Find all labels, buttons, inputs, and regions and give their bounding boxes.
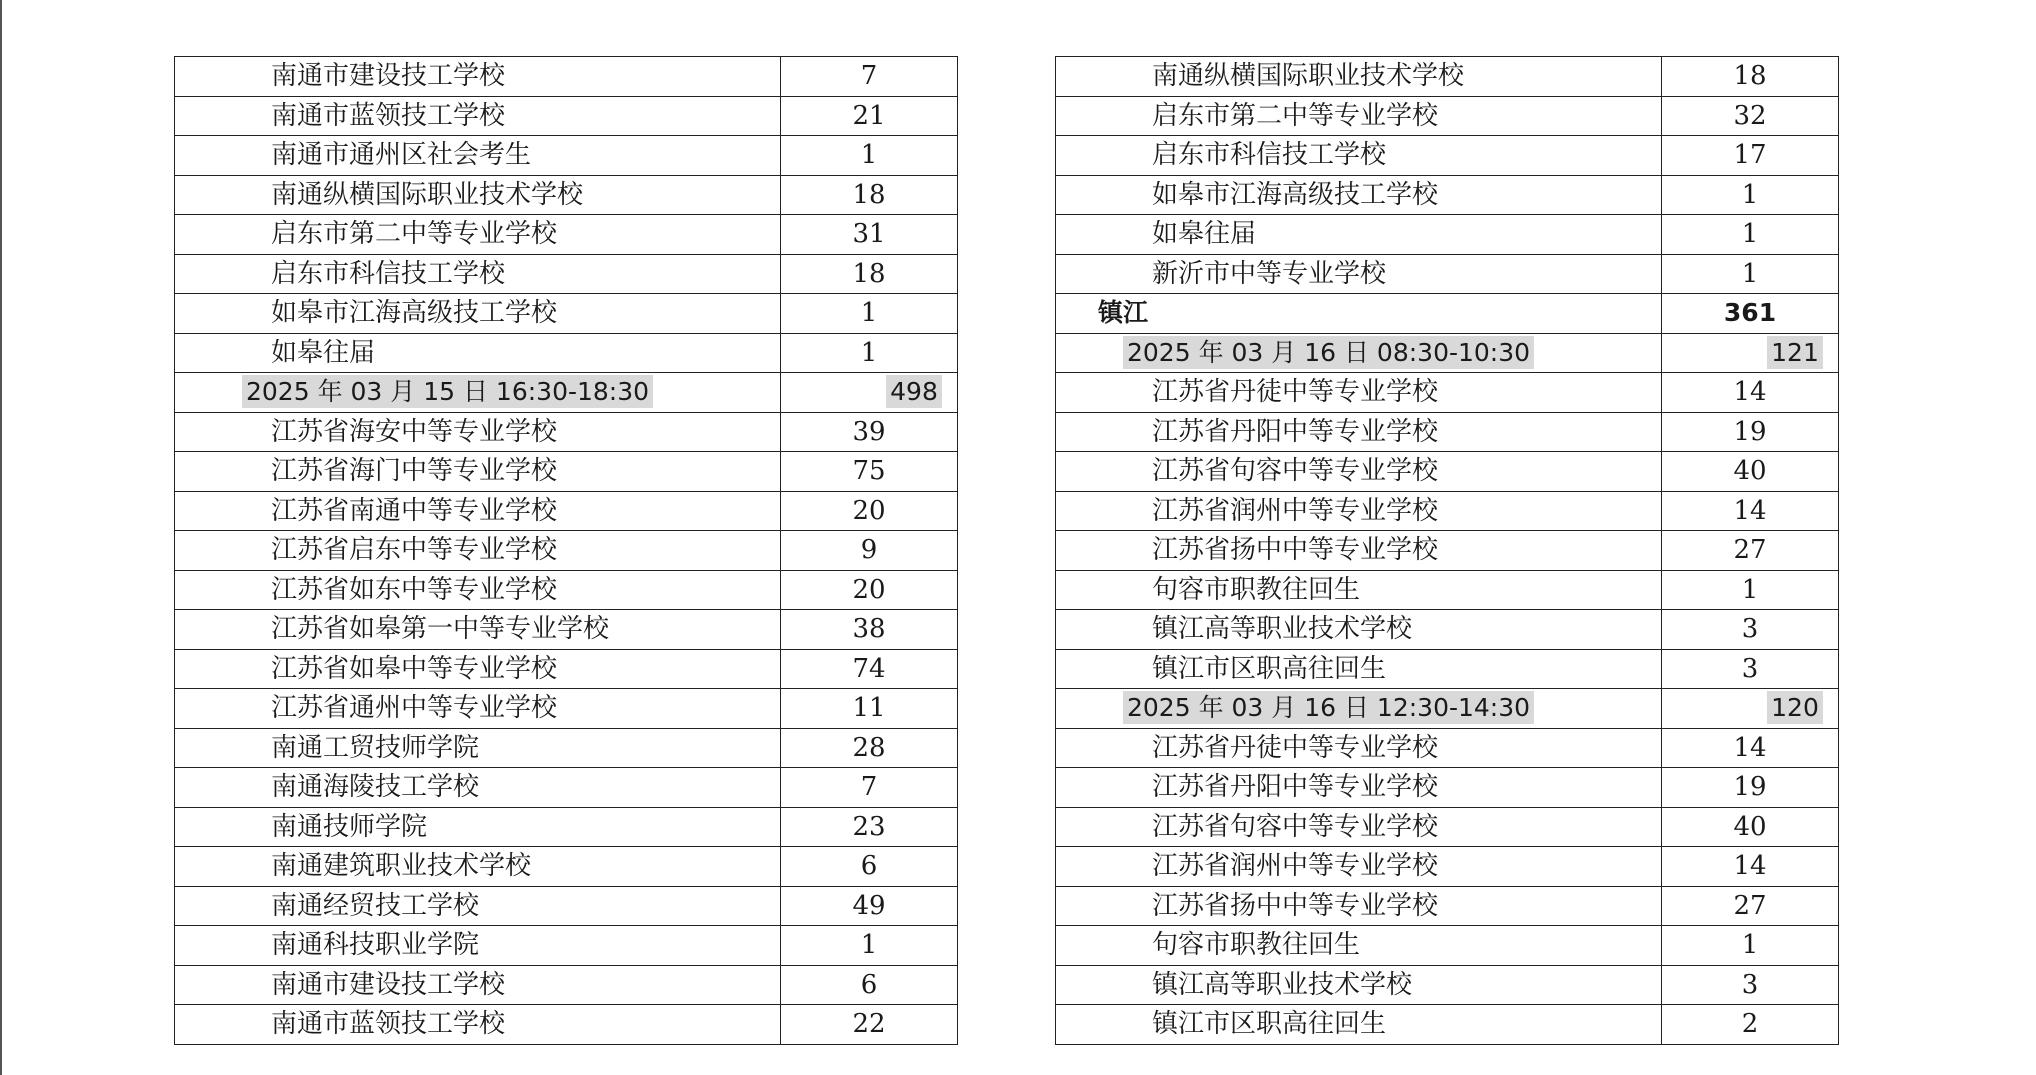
school-name-cell: 南通纵横国际职业技术学校 (175, 175, 781, 215)
count-cell (781, 373, 958, 413)
table-row (175, 96, 958, 136)
school-name-cell: 南通技师学院 (175, 807, 781, 847)
school-name-cell: 江苏省通州中等专业学校 (175, 689, 781, 729)
count-cell: 14 (1662, 373, 1839, 413)
count-cell: 22 (781, 1005, 958, 1045)
table-row (175, 610, 958, 650)
table-row (1056, 807, 1839, 847)
school-name-cell: 南通海陵技工学校 (175, 768, 781, 808)
schedule-table-right-body (1056, 57, 1839, 1045)
region-total-cell: 361 (1662, 294, 1839, 334)
school-name-cell: 江苏省丹徒中等专业学校 (1056, 373, 1662, 413)
count-cell: 19 (1662, 412, 1839, 452)
schedule-table-left-body (175, 57, 958, 1045)
table-row (175, 452, 958, 492)
school-name-cell: 江苏省润州中等专业学校 (1056, 491, 1662, 531)
count-cell: 31 (781, 215, 958, 255)
session-header-row (175, 373, 958, 413)
table-row (1056, 531, 1839, 571)
table-row (1056, 175, 1839, 215)
school-name-cell: 如皋市江海高级技工学校 (175, 294, 781, 334)
table-row (1056, 491, 1839, 531)
school-name-cell: 镇江市区职高往回生 (1056, 649, 1662, 689)
count-cell: 1 (1662, 926, 1839, 966)
school-name-cell: 江苏省海门中等专业学校 (175, 452, 781, 492)
count-cell: 1 (1662, 254, 1839, 294)
school-name-cell: 江苏省南通中等专业学校 (175, 491, 781, 531)
school-name-cell: 江苏省丹阳中等专业学校 (1056, 412, 1662, 452)
count-cell: 9 (781, 531, 958, 571)
count-cell: 1 (1662, 570, 1839, 610)
school-name-cell: 南通工贸技师学院 (175, 728, 781, 768)
school-name-cell: 启东市第二中等专业学校 (1056, 96, 1662, 136)
count-cell: 27 (1662, 886, 1839, 926)
count-cell: 19 (1662, 768, 1839, 808)
count-cell: 27 (1662, 531, 1839, 571)
school-name-cell: 如皋市江海高级技工学校 (1056, 175, 1662, 215)
count-cell: 17 (1662, 136, 1839, 176)
count-cell: 14 (1662, 728, 1839, 768)
school-name-cell: 南通科技职业学院 (175, 926, 781, 966)
table-row (1056, 373, 1839, 413)
page-left-border (0, 0, 2, 1075)
count-cell (1662, 689, 1839, 729)
school-name-cell: 如皋往届 (1056, 215, 1662, 255)
count-cell: 11 (781, 689, 958, 729)
count-cell: 7 (781, 57, 958, 97)
session-total: 120 (1767, 691, 1823, 724)
table-row (1056, 215, 1839, 255)
session-datetime: 2025 年 03 月 15 日 16:30-18:30 (242, 375, 653, 408)
count-cell: 23 (781, 807, 958, 847)
count-cell: 1 (1662, 175, 1839, 215)
table-row (1056, 254, 1839, 294)
table-row (175, 254, 958, 294)
table-row (175, 215, 958, 255)
count-cell: 40 (1662, 807, 1839, 847)
count-cell: 20 (781, 570, 958, 610)
school-name-cell: 江苏省如东中等专业学校 (175, 570, 781, 610)
table-row (1056, 728, 1839, 768)
table-row (175, 412, 958, 452)
count-cell: 1 (781, 333, 958, 373)
school-name-cell: 南通市蓝领技工学校 (175, 1005, 781, 1045)
count-cell: 1 (781, 294, 958, 334)
table-row (175, 886, 958, 926)
count-cell: 1 (1662, 215, 1839, 255)
school-name-cell: 江苏省海安中等专业学校 (175, 412, 781, 452)
table-row (1056, 57, 1839, 97)
count-cell: 14 (1662, 847, 1839, 887)
school-name-cell: 江苏省润州中等专业学校 (1056, 847, 1662, 887)
count-cell: 38 (781, 610, 958, 650)
table-row (175, 689, 958, 729)
school-name-cell: 句容市职教往回生 (1056, 926, 1662, 966)
count-cell: 6 (781, 965, 958, 1005)
count-cell: 7 (781, 768, 958, 808)
table-row (175, 1005, 958, 1045)
session-datetime: 2025 年 03 月 16 日 12:30-14:30 (1123, 691, 1534, 724)
school-name-cell: 南通市建设技工学校 (175, 965, 781, 1005)
school-name-cell: 启东市科信技工学校 (1056, 136, 1662, 176)
region-name-cell: 镇江 (1056, 294, 1662, 334)
schedule-table-right (1055, 56, 1839, 1045)
school-name-cell: 江苏省扬中中等专业学校 (1056, 886, 1662, 926)
count-cell: 1 (781, 926, 958, 966)
table-row (1056, 610, 1839, 650)
school-name-cell (175, 373, 781, 413)
count-cell: 49 (781, 886, 958, 926)
table-row (175, 807, 958, 847)
school-name-cell: 新沂市中等专业学校 (1056, 254, 1662, 294)
table-row (1056, 96, 1839, 136)
count-cell: 28 (781, 728, 958, 768)
school-name-cell: 启东市科信技工学校 (175, 254, 781, 294)
table-row (175, 294, 958, 334)
session-datetime: 2025 年 03 月 16 日 08:30-10:30 (1123, 336, 1534, 369)
count-cell: 20 (781, 491, 958, 531)
school-name-cell: 启东市第二中等专业学校 (175, 215, 781, 255)
table-row (175, 768, 958, 808)
table-row (1056, 768, 1839, 808)
count-cell: 18 (1662, 57, 1839, 97)
table-row (175, 136, 958, 176)
school-name-cell: 江苏省启东中等专业学校 (175, 531, 781, 571)
school-name-cell: 江苏省丹徒中等专业学校 (1056, 728, 1662, 768)
school-name-cell: 镇江市区职高往回生 (1056, 1005, 1662, 1045)
schedule-table-left (174, 56, 958, 1045)
school-name-cell: 镇江高等职业技术学校 (1056, 610, 1662, 650)
table-row (175, 175, 958, 215)
table-row (175, 965, 958, 1005)
region-header-row (1056, 294, 1839, 334)
school-name-cell: 南通市通州区社会考生 (175, 136, 781, 176)
school-name-cell: 南通建筑职业技术学校 (175, 847, 781, 887)
table-row (1056, 1005, 1839, 1045)
table-row (1056, 649, 1839, 689)
table-row (175, 57, 958, 97)
table-row (175, 570, 958, 610)
school-name-cell: 南通市建设技工学校 (175, 57, 781, 97)
count-cell: 75 (781, 452, 958, 492)
school-name-cell: 江苏省句容中等专业学校 (1056, 807, 1662, 847)
count-cell: 32 (1662, 96, 1839, 136)
school-name-cell: 江苏省丹阳中等专业学校 (1056, 768, 1662, 808)
table-row (175, 333, 958, 373)
school-name-cell: 句容市职教往回生 (1056, 570, 1662, 610)
table-row (175, 531, 958, 571)
count-cell: 74 (781, 649, 958, 689)
school-name-cell: 江苏省扬中中等专业学校 (1056, 531, 1662, 571)
table-row (175, 926, 958, 966)
table-row (1056, 965, 1839, 1005)
table-row (1056, 452, 1839, 492)
school-name-cell: 江苏省如皋第一中等专业学校 (175, 610, 781, 650)
table-row (175, 728, 958, 768)
school-name-cell: 江苏省如皋中等专业学校 (175, 649, 781, 689)
table-row (1056, 570, 1839, 610)
count-cell: 18 (781, 254, 958, 294)
count-cell: 3 (1662, 965, 1839, 1005)
school-name-cell: 南通市蓝领技工学校 (175, 96, 781, 136)
count-cell: 39 (781, 412, 958, 452)
session-header-row (1056, 689, 1839, 729)
table-row (175, 491, 958, 531)
count-cell: 2 (1662, 1005, 1839, 1045)
count-cell: 3 (1662, 610, 1839, 650)
session-total: 121 (1767, 336, 1823, 369)
table-row (1056, 136, 1839, 176)
school-name-cell: 南通纵横国际职业技术学校 (1056, 57, 1662, 97)
school-name-cell: 镇江高等职业技术学校 (1056, 965, 1662, 1005)
count-cell: 6 (781, 847, 958, 887)
count-cell: 3 (1662, 649, 1839, 689)
table-row (1056, 412, 1839, 452)
table-row (1056, 847, 1839, 887)
count-cell: 14 (1662, 491, 1839, 531)
count-cell: 40 (1662, 452, 1839, 492)
count-cell: 21 (781, 96, 958, 136)
count-cell: 1 (781, 136, 958, 176)
session-header-row (1056, 333, 1839, 373)
school-name-cell: 南通经贸技工学校 (175, 886, 781, 926)
table-row (175, 847, 958, 887)
table-row (175, 649, 958, 689)
count-cell (1662, 333, 1839, 373)
school-name-cell (1056, 689, 1662, 729)
table-row (1056, 886, 1839, 926)
session-total: 498 (886, 375, 942, 408)
school-name-cell: 如皋往届 (175, 333, 781, 373)
school-name-cell: 江苏省句容中等专业学校 (1056, 452, 1662, 492)
school-name-cell (1056, 333, 1662, 373)
table-row (1056, 926, 1839, 966)
count-cell: 18 (781, 175, 958, 215)
